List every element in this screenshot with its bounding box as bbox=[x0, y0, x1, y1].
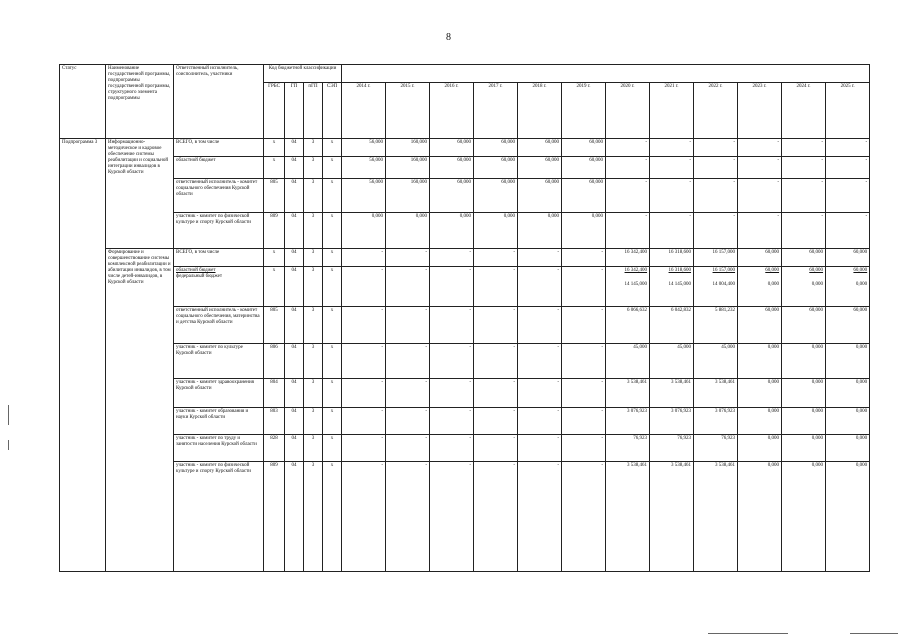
value-cell: 160,000 bbox=[386, 179, 430, 213]
value-cell: 0,000 bbox=[738, 344, 782, 379]
grbs-cell: х bbox=[264, 249, 285, 267]
value-cell: 3 538,461 bbox=[694, 462, 738, 572]
value-cell: - bbox=[342, 249, 386, 267]
value-cell: - bbox=[782, 179, 826, 213]
value-cell: - bbox=[826, 179, 870, 213]
sep-cell: х bbox=[323, 267, 342, 307]
value-cell: - bbox=[518, 307, 562, 344]
executor-cell: областной бюджет bbox=[174, 157, 264, 179]
regional-value: 16 342,400 bbox=[624, 268, 648, 273]
grbs-cell: 806 bbox=[264, 344, 285, 379]
value-cell: - bbox=[562, 344, 606, 379]
value-cell: 60,000 bbox=[430, 179, 474, 213]
pgp-cell: 3 bbox=[304, 435, 323, 462]
value-cell: 3 076,923 bbox=[650, 408, 694, 435]
value-cell: - bbox=[650, 179, 694, 213]
table-row bbox=[60, 267, 870, 307]
value-cell: - bbox=[782, 139, 826, 157]
header-grbs: ГРБС bbox=[264, 83, 285, 139]
sep-cell: х bbox=[323, 462, 342, 572]
header-pgp: пГП bbox=[304, 83, 323, 139]
value-cell: - bbox=[342, 307, 386, 344]
gp-cell: 04 bbox=[285, 139, 304, 157]
sep-cell: х bbox=[323, 179, 342, 213]
value-cell: - bbox=[650, 213, 694, 249]
value-cell: - bbox=[386, 249, 430, 267]
value-cell: 0,000 bbox=[386, 213, 430, 249]
value-cell: - bbox=[606, 157, 650, 179]
value-cell: - bbox=[474, 267, 518, 307]
table-row bbox=[60, 179, 870, 213]
value-cell: 76,923 bbox=[694, 435, 738, 462]
executor-cell: ответственный исполнитель - комитет социального обеспечения, материнства и детства Курской области bbox=[174, 307, 264, 344]
value-cell: 0,000 bbox=[738, 462, 782, 572]
value-cell: 16 157,000 bbox=[694, 249, 738, 267]
value-cell: - bbox=[430, 267, 474, 307]
value-cell: 60,000 bbox=[518, 179, 562, 213]
sep-cell: х bbox=[323, 249, 342, 267]
value-cell: 0,000 bbox=[738, 408, 782, 435]
executor-cell: ВСЕГО, в том числе bbox=[174, 139, 264, 157]
pgp-cell: 3 bbox=[304, 179, 323, 213]
value-cell: 0,000 bbox=[518, 213, 562, 249]
value-cell: 60,000 bbox=[562, 179, 606, 213]
value-cell: 56,000 bbox=[342, 139, 386, 157]
grbs-cell: х bbox=[264, 157, 285, 179]
value-cell: 60,000 bbox=[738, 307, 782, 344]
header-year: 2020 г. bbox=[606, 83, 650, 139]
value-cell: - bbox=[782, 213, 826, 249]
regional-value: 16 157,000 bbox=[712, 268, 736, 273]
value-cell: - bbox=[518, 379, 562, 408]
sep-cell: х bbox=[323, 213, 342, 249]
sep-cell: х bbox=[323, 344, 342, 379]
value-cell: - bbox=[430, 379, 474, 408]
header-gp: ГП bbox=[285, 83, 304, 139]
value-cell: 60,000 bbox=[474, 157, 518, 179]
value-cell: 60,000 bbox=[518, 157, 562, 179]
value-cell: 6 066,632 bbox=[606, 307, 650, 344]
value-cell: 3 076,923 bbox=[694, 408, 738, 435]
value-cell: 0,000 bbox=[562, 213, 606, 249]
value-cell: 16 318,600 bbox=[650, 249, 694, 267]
value-cell: - bbox=[342, 408, 386, 435]
value-cell: - bbox=[430, 344, 474, 379]
value-cell: - bbox=[474, 344, 518, 379]
value-cell: - bbox=[738, 213, 782, 249]
header-year: 2015 г. bbox=[386, 83, 430, 139]
header-status: Статус bbox=[60, 65, 106, 139]
executor-cell: участник - комитет по физической культуре и спорту Курской области bbox=[174, 213, 264, 249]
value-cell: - bbox=[430, 249, 474, 267]
value-cell: - bbox=[430, 408, 474, 435]
header-year: 2021 г. bbox=[650, 83, 694, 139]
value-cell: - bbox=[606, 213, 650, 249]
executor-cell: участник - комитет по физической культуре и спорту Курской области bbox=[174, 462, 264, 572]
gp-cell: 04 bbox=[285, 435, 304, 462]
value-cell: - bbox=[562, 408, 606, 435]
header-year: 2018 г. bbox=[518, 83, 562, 139]
executor-cell: участник - комитет здравоохранения Курской области bbox=[174, 379, 264, 408]
scan-mark bbox=[8, 440, 9, 450]
pgp-cell: 3 bbox=[304, 157, 323, 179]
value-cell: 0,000 bbox=[738, 435, 782, 462]
value-cell bbox=[826, 267, 870, 307]
value-cell: 60,000 bbox=[782, 307, 826, 344]
value-cell: 60,000 bbox=[430, 157, 474, 179]
value-cell: - bbox=[650, 139, 694, 157]
value-cell: 0,000 bbox=[738, 379, 782, 408]
value-cell: - bbox=[694, 157, 738, 179]
value-cell: 3 538,461 bbox=[606, 462, 650, 572]
executor-cell: участник - комитет по культуре Курской области bbox=[174, 344, 264, 379]
value-cell: 0,000 bbox=[826, 379, 870, 408]
value-cell: - bbox=[518, 249, 562, 267]
grbs-cell: х bbox=[264, 267, 285, 307]
pgp-cell: 3 bbox=[304, 307, 323, 344]
value-cell: 5 881,232 bbox=[694, 307, 738, 344]
value-cell: 0,000 bbox=[826, 408, 870, 435]
budget-table bbox=[59, 64, 870, 572]
value-cell: - bbox=[606, 179, 650, 213]
value-cell: - bbox=[386, 379, 430, 408]
value-cell: 3 076,923 bbox=[606, 408, 650, 435]
value-cell: 60,000 bbox=[562, 157, 606, 179]
value-cell: 160,000 bbox=[386, 139, 430, 157]
grbs-cell: 805 bbox=[264, 179, 285, 213]
value-cell: 76,923 bbox=[650, 435, 694, 462]
sep-cell: х bbox=[323, 408, 342, 435]
header-name: Наименование государственной программы, подпрограммы государственной программы, структурного элемента подпрограммы bbox=[106, 65, 174, 139]
value-cell: 6 042,832 bbox=[650, 307, 694, 344]
executor-federal: федеральный бюджет bbox=[176, 274, 223, 279]
value-cell: 0,000 bbox=[782, 379, 826, 408]
grbs-cell: х bbox=[264, 139, 285, 157]
header-year: 2016 г. bbox=[430, 83, 474, 139]
table-row bbox=[60, 213, 870, 249]
table-row bbox=[60, 307, 870, 344]
value-cell: 0,000 bbox=[474, 213, 518, 249]
value-cell: 0,000 bbox=[826, 344, 870, 379]
header-year: 2024 г. bbox=[782, 83, 826, 139]
value-cell: 60,000 bbox=[782, 249, 826, 267]
value-cell bbox=[782, 267, 826, 307]
value-cell: - bbox=[474, 462, 518, 572]
value-cell: 60,000 bbox=[826, 307, 870, 344]
scan-mark bbox=[8, 405, 9, 425]
value-cell: - bbox=[474, 249, 518, 267]
value-cell bbox=[650, 267, 694, 307]
value-cell: - bbox=[430, 307, 474, 344]
federal-value: 14 145,000 bbox=[624, 282, 648, 287]
value-cell: - bbox=[826, 139, 870, 157]
value-cell: 60,000 bbox=[430, 139, 474, 157]
value-cell: - bbox=[562, 267, 606, 307]
table-row bbox=[60, 344, 870, 379]
subprogram-name: Информационно-методическое и кадровое обеспечение системы реабилитации и социальной интеграции инвалидов в Курской области bbox=[106, 139, 174, 249]
value-cell: 56,000 bbox=[342, 179, 386, 213]
value-cell: - bbox=[474, 307, 518, 344]
header-year: 2022 г. bbox=[694, 83, 738, 139]
value-cell: - bbox=[562, 379, 606, 408]
value-cell: 45,000 bbox=[606, 344, 650, 379]
value-cell: - bbox=[606, 139, 650, 157]
regional-value: 60,000 bbox=[809, 268, 824, 273]
federal-value: 0,000 bbox=[811, 282, 824, 287]
gp-cell: 04 bbox=[285, 213, 304, 249]
pgp-cell: 3 bbox=[304, 249, 323, 267]
header-years-group bbox=[342, 65, 870, 83]
value-cell: 45,000 bbox=[650, 344, 694, 379]
grbs-cell: 805 bbox=[264, 307, 285, 344]
header-year: 2025 г. bbox=[826, 83, 870, 139]
value-cell: - bbox=[562, 307, 606, 344]
gp-cell: 04 bbox=[285, 307, 304, 344]
value-cell: 0,000 bbox=[782, 462, 826, 572]
executor-regional: областной бюджет bbox=[176, 268, 216, 273]
value-cell: - bbox=[342, 379, 386, 408]
sep-cell: х bbox=[323, 157, 342, 179]
regional-value: 60,000 bbox=[853, 268, 868, 273]
value-cell: 60,000 bbox=[826, 249, 870, 267]
value-cell: - bbox=[518, 344, 562, 379]
value-cell: - bbox=[386, 462, 430, 572]
header-year: 2014 г. bbox=[342, 83, 386, 139]
header-budget-code: Код бюджетной классификации bbox=[264, 65, 342, 83]
value-cell: 0,000 bbox=[342, 213, 386, 249]
value-cell: - bbox=[694, 213, 738, 249]
status-cell: Подпрограмма 3 bbox=[60, 139, 106, 572]
value-cell: - bbox=[342, 267, 386, 307]
table-row bbox=[60, 462, 870, 572]
pgp-cell: 3 bbox=[304, 462, 323, 572]
gp-cell: 04 bbox=[285, 179, 304, 213]
pgp-cell: 3 bbox=[304, 139, 323, 157]
value-cell: - bbox=[342, 344, 386, 379]
value-cell: - bbox=[430, 462, 474, 572]
value-cell: 60,000 bbox=[562, 139, 606, 157]
gp-cell: 04 bbox=[285, 462, 304, 572]
value-cell: 60,000 bbox=[518, 139, 562, 157]
value-cell: - bbox=[430, 435, 474, 462]
value-cell: - bbox=[738, 139, 782, 157]
header-year: 2017 г. bbox=[474, 83, 518, 139]
regional-value: 16 318,600 bbox=[668, 268, 692, 273]
value-cell: 0,000 bbox=[782, 408, 826, 435]
pgp-cell: 3 bbox=[304, 408, 323, 435]
pgp-cell: 3 bbox=[304, 379, 323, 408]
value-cell bbox=[738, 267, 782, 307]
value-cell: - bbox=[650, 157, 694, 179]
gp-cell: 04 bbox=[285, 344, 304, 379]
value-cell: - bbox=[342, 435, 386, 462]
value-cell: 45,000 bbox=[694, 344, 738, 379]
gp-cell: 04 bbox=[285, 267, 304, 307]
value-cell: - bbox=[694, 179, 738, 213]
header-executor: Ответственный исполнитель, соисполнитель, участники bbox=[174, 65, 264, 139]
executor-cell: участник - комитет образования и науки Курской области bbox=[174, 408, 264, 435]
value-cell: 3 538,461 bbox=[650, 462, 694, 572]
main-event-name: Формирование и совершенствование системы комплексной реабилитации и абилитации инвалидов, в том числе детей-инвалидов, в Курской области bbox=[106, 249, 174, 572]
value-cell: - bbox=[518, 267, 562, 307]
value-cell: 3 538,461 bbox=[650, 379, 694, 408]
value-cell: - bbox=[738, 179, 782, 213]
sep-cell: х bbox=[323, 139, 342, 157]
header-sep: СЭП bbox=[323, 83, 342, 139]
pgp-cell: 3 bbox=[304, 213, 323, 249]
grbs-cell: 809 bbox=[264, 213, 285, 249]
value-cell: - bbox=[826, 157, 870, 179]
value-cell: 3 538,461 bbox=[694, 379, 738, 408]
table-row bbox=[60, 249, 870, 267]
value-cell bbox=[694, 267, 738, 307]
grbs-cell: 828 bbox=[264, 435, 285, 462]
sep-cell: х bbox=[323, 379, 342, 408]
value-cell: - bbox=[562, 249, 606, 267]
gp-cell: 04 bbox=[285, 249, 304, 267]
table-row bbox=[60, 157, 870, 179]
table-row bbox=[60, 139, 870, 157]
executor-cell: ответственный исполнитель - комитет социального обеспечения Курской области bbox=[174, 179, 264, 213]
value-cell: 0,000 bbox=[782, 344, 826, 379]
federal-value: 14 145,000 bbox=[668, 282, 692, 287]
executor-cell: ВСЕГО, в том числе bbox=[174, 249, 264, 267]
scan-mark bbox=[850, 633, 898, 634]
grbs-cell: 809 bbox=[264, 462, 285, 572]
value-cell: 16 342,400 bbox=[606, 249, 650, 267]
header-year: 2019 г. bbox=[562, 83, 606, 139]
value-cell: 3 538,461 bbox=[606, 379, 650, 408]
grbs-cell: 804 bbox=[264, 379, 285, 408]
gp-cell: 04 bbox=[285, 379, 304, 408]
value-cell: - bbox=[562, 435, 606, 462]
value-cell: - bbox=[518, 435, 562, 462]
value-cell: - bbox=[474, 435, 518, 462]
value-cell: 76,923 bbox=[606, 435, 650, 462]
value-cell: 60,000 bbox=[474, 179, 518, 213]
federal-value: 14 004,400 bbox=[712, 282, 736, 287]
value-cell: - bbox=[386, 435, 430, 462]
value-cell: - bbox=[386, 344, 430, 379]
value-cell: 0,000 bbox=[826, 435, 870, 462]
value-cell: - bbox=[386, 267, 430, 307]
value-cell: 0,000 bbox=[826, 462, 870, 572]
value-cell: - bbox=[738, 157, 782, 179]
value-cell: 60,000 bbox=[474, 139, 518, 157]
value-cell: - bbox=[694, 139, 738, 157]
sep-cell: х bbox=[323, 307, 342, 344]
executor-cell: участник - комитет по труду и занятости населения Курской области bbox=[174, 435, 264, 462]
grbs-cell: 803 bbox=[264, 408, 285, 435]
gp-cell: 04 bbox=[285, 408, 304, 435]
pgp-cell: 3 bbox=[304, 267, 323, 307]
value-cell: 56,000 bbox=[342, 157, 386, 179]
value-cell: - bbox=[474, 379, 518, 408]
value-cell bbox=[606, 267, 650, 307]
table-row bbox=[60, 408, 870, 435]
value-cell: - bbox=[826, 213, 870, 249]
sep-cell: х bbox=[323, 435, 342, 462]
scan-mark bbox=[708, 633, 788, 634]
value-cell: - bbox=[386, 408, 430, 435]
header-year: 2023 г. bbox=[738, 83, 782, 139]
value-cell: - bbox=[562, 462, 606, 572]
regional-value: 60,000 bbox=[765, 268, 780, 273]
table-row bbox=[60, 435, 870, 462]
pgp-cell: 3 bbox=[304, 344, 323, 379]
value-cell: - bbox=[386, 307, 430, 344]
federal-value: 0,000 bbox=[855, 282, 868, 287]
value-cell: - bbox=[782, 157, 826, 179]
federal-value: 0,000 bbox=[767, 282, 780, 287]
value-cell: 0,000 bbox=[430, 213, 474, 249]
table-row bbox=[60, 379, 870, 408]
value-cell: - bbox=[518, 408, 562, 435]
value-cell: 160,000 bbox=[386, 157, 430, 179]
value-cell: - bbox=[342, 462, 386, 572]
gp-cell: 04 bbox=[285, 157, 304, 179]
value-cell: - bbox=[474, 408, 518, 435]
value-cell: - bbox=[518, 462, 562, 572]
executor-cell bbox=[174, 267, 264, 307]
value-cell: 0,000 bbox=[782, 435, 826, 462]
page-number: 8 bbox=[446, 32, 451, 43]
value-cell: 60,000 bbox=[738, 249, 782, 267]
